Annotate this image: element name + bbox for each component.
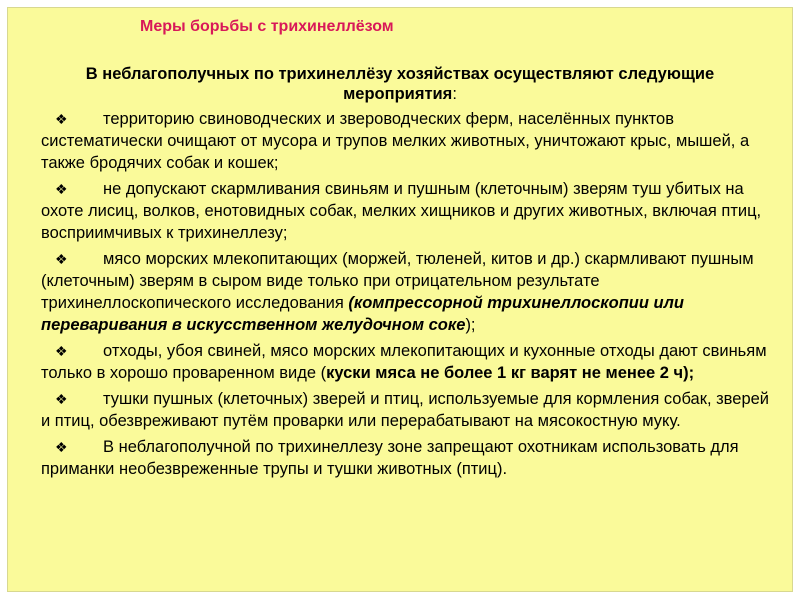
list-item-text [41, 178, 781, 244]
section-heading-colon: : [452, 85, 457, 103]
diamond-bullet-icon: ❖ [55, 391, 68, 407]
list-item-text-emphasis: (компрессорной трихинеллоскопии или переваривания в искусственном желудочном соке [41, 294, 684, 334]
list-item-text-main: В неблагополучной по трихинеллезу зоне запрещают охотникам использовать для приманки необезвреженные трупы и тушки животных (птиц). [41, 438, 739, 478]
list-item-text [41, 340, 781, 384]
section-heading-text: В неблагополучных по трихинеллёзу хозяйствах осуществляют следующие мероприятия [85, 65, 715, 103]
slide-title: Меры борьбы с трихинеллёзом [140, 18, 394, 35]
diamond-bullet-icon: ❖ [55, 111, 68, 127]
list-item-text-main: мясо морских млекопитающих (моржей, тюленей, китов и др.) скармливают пушным (клеточным) зверям в сыром виде только при отрицательном результате трихинеллоскопического исследования [41, 250, 754, 312]
list-item [41, 248, 781, 336]
list-item-text-emphasis: куски мяса не более 1 кг варят не менее 2 ч); [326, 364, 695, 382]
list-item [41, 108, 781, 174]
list-item [41, 436, 781, 480]
diamond-bullet-icon: ❖ [55, 181, 68, 197]
measures-list [41, 108, 781, 480]
diamond-bullet-icon: ❖ [55, 439, 68, 455]
list-item-text-main: территорию свиноводческих и звероводческих ферм, населённых пунктов систематически очищают от мусора и трупов мелких животных, уничтожают крыс, мышей, а также бродячих собак и кошек; [41, 110, 750, 172]
diamond-bullet-icon: ❖ [55, 251, 68, 267]
list-item-text-main: не допускают скармливания свиньям и пушным (клеточным) зверям туш убитых на охоте лисиц, волков, енотовидных собак, мелких хищников и других животных, включая птиц, восприимчивых к трихинеллезу; [41, 180, 762, 242]
diamond-bullet-icon: ❖ [55, 343, 68, 359]
list-item-text-after: ); [465, 316, 476, 334]
list-item-text [41, 436, 781, 480]
section-heading [40, 64, 760, 104]
list-item-text-main: отходы, убоя свиней, мясо морских млекопитающих и кухонные отходы дают свиньям только в хорошо проваренном виде ( [41, 342, 767, 382]
list-item-text [41, 388, 781, 432]
list-item [41, 340, 781, 384]
list-item-text [41, 248, 781, 336]
list-item-text [41, 108, 781, 174]
list-item [41, 178, 781, 244]
list-item [41, 388, 781, 432]
list-item-text-main: тушки пушных (клеточных) зверей и птиц, используемые для кормления собак, зверей и птиц, обезвреживают путём проварки или перерабатывают на мясокостную муку. [41, 390, 770, 430]
